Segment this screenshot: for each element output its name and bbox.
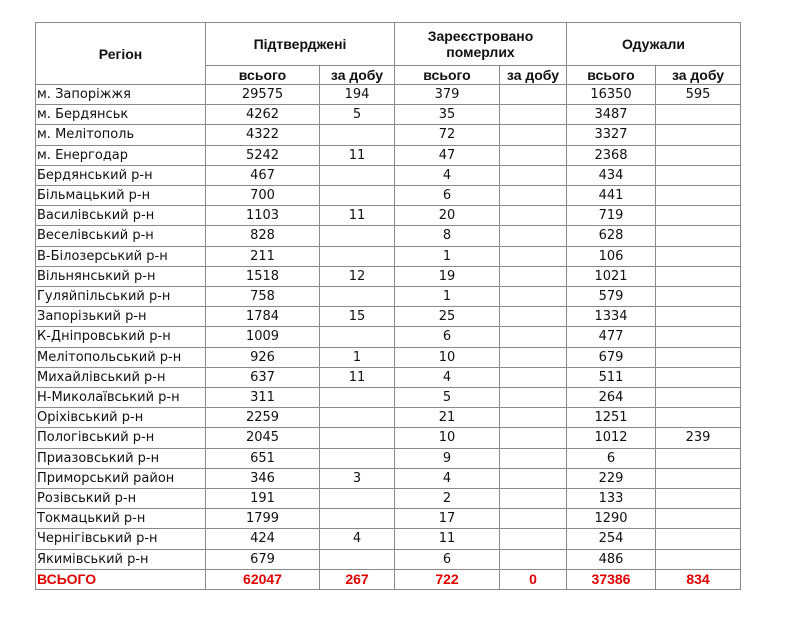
cell-deaths-total: 6 [395, 186, 500, 206]
cell-deaths-day [500, 145, 567, 165]
cell-recovered-day [656, 266, 741, 286]
cell-region: Гуляйпільський р-н [36, 287, 206, 307]
cell-recovered-day [656, 489, 741, 509]
cell-confirmed-day: 15 [320, 307, 395, 327]
cell-deaths-day [500, 125, 567, 145]
cell-deaths-day [500, 428, 567, 448]
cell-deaths-day [500, 206, 567, 226]
cell-deaths-day [500, 448, 567, 468]
cell-deaths-total: 5 [395, 388, 500, 408]
cell-confirmed-day [320, 448, 395, 468]
cell-region: Приазовський р-н [36, 448, 206, 468]
cell-deaths-total: 21 [395, 408, 500, 428]
cell-confirmed-day [320, 125, 395, 145]
cell-recovered-total: 1251 [567, 408, 656, 428]
cell-confirmed-total: 467 [206, 165, 320, 185]
cell-confirmed-day: 11 [320, 367, 395, 387]
cell-recovered-day [656, 408, 741, 428]
cell-deaths-total: 25 [395, 307, 500, 327]
cell-recovered-total: 133 [567, 489, 656, 509]
total-deaths-day: 0 [500, 569, 567, 589]
cell-confirmed-day [320, 428, 395, 448]
cell-region: Бердянський р-н [36, 165, 206, 185]
total-confirmed-total: 62047 [206, 569, 320, 589]
cell-deaths-total: 11 [395, 529, 500, 549]
cell-recovered-total: 3487 [567, 105, 656, 125]
cell-region: Якимівський р-н [36, 549, 206, 569]
total-deaths-total: 722 [395, 569, 500, 589]
cell-region: В-Білозерський р-н [36, 246, 206, 266]
cell-confirmed-total: 758 [206, 287, 320, 307]
cell-recovered-total: 679 [567, 347, 656, 367]
cell-recovered-total: 1290 [567, 509, 656, 529]
cell-deaths-day [500, 468, 567, 488]
total-recovered-day: 834 [656, 569, 741, 589]
cell-recovered-day [656, 307, 741, 327]
cell-recovered-day [656, 226, 741, 246]
cell-confirmed-day [320, 489, 395, 509]
cell-deaths-day [500, 266, 567, 286]
total-row [36, 569, 741, 589]
header-recovered-day: за добу [656, 66, 741, 85]
cell-confirmed-total: 211 [206, 246, 320, 266]
cell-recovered-total: 1334 [567, 307, 656, 327]
cell-confirmed-day [320, 226, 395, 246]
cell-confirmed-total: 4322 [206, 125, 320, 145]
cell-deaths-day [500, 549, 567, 569]
cell-deaths-total: 1 [395, 246, 500, 266]
cell-recovered-total: 106 [567, 246, 656, 266]
cell-deaths-total: 35 [395, 105, 500, 125]
cell-confirmed-total: 679 [206, 549, 320, 569]
cell-confirmed-total: 1784 [206, 307, 320, 327]
cell-region: Запорізький р-н [36, 307, 206, 327]
cell-deaths-total: 4 [395, 367, 500, 387]
cell-region: Токмацький р-н [36, 509, 206, 529]
table-row [36, 165, 741, 185]
cell-region: Михайлівський р-н [36, 367, 206, 387]
cell-confirmed-day: 194 [320, 85, 395, 105]
table-row [36, 226, 741, 246]
cell-confirmed-total: 29575 [206, 85, 320, 105]
table-row [36, 367, 741, 387]
cell-deaths-total: 72 [395, 125, 500, 145]
table-row [36, 388, 741, 408]
cell-deaths-day [500, 529, 567, 549]
cell-region: Н-Миколаївський р-н [36, 388, 206, 408]
cell-recovered-day [656, 246, 741, 266]
table-row [36, 307, 741, 327]
header-row-top [36, 23, 741, 66]
cell-region: м. Енергодар [36, 145, 206, 165]
cell-deaths-day [500, 246, 567, 266]
table-row [36, 468, 741, 488]
header-region: Регіон [36, 23, 206, 85]
total-confirmed-day: 267 [320, 569, 395, 589]
cell-deaths-day [500, 408, 567, 428]
table-row [36, 287, 741, 307]
cell-confirmed-total: 1103 [206, 206, 320, 226]
cell-confirmed-day [320, 186, 395, 206]
cell-confirmed-total: 2045 [206, 428, 320, 448]
table-row [36, 246, 741, 266]
cell-confirmed-total: 637 [206, 367, 320, 387]
cell-confirmed-day [320, 165, 395, 185]
cell-confirmed-total: 5242 [206, 145, 320, 165]
cell-confirmed-day: 1 [320, 347, 395, 367]
cell-region: Пологівський р-н [36, 428, 206, 448]
cell-recovered-day: 595 [656, 85, 741, 105]
cell-region: К-Дніпровський р-н [36, 327, 206, 347]
cell-recovered-total: 264 [567, 388, 656, 408]
table-row [36, 327, 741, 347]
cell-deaths-total: 20 [395, 206, 500, 226]
cell-deaths-total: 1 [395, 287, 500, 307]
cell-region: Більмацький р-н [36, 186, 206, 206]
table-row [36, 347, 741, 367]
cell-confirmed-day [320, 549, 395, 569]
cell-region: Вільнянський р-н [36, 266, 206, 286]
cell-region: Оріхівський р-н [36, 408, 206, 428]
cell-deaths-total: 8 [395, 226, 500, 246]
cell-recovered-total: 2368 [567, 145, 656, 165]
cell-deaths-day [500, 388, 567, 408]
cell-recovered-day [656, 145, 741, 165]
header-confirmed-day: за добу [320, 66, 395, 85]
cell-recovered-day [656, 125, 741, 145]
cell-recovered-total: 477 [567, 327, 656, 347]
cell-recovered-total: 1012 [567, 428, 656, 448]
cell-recovered-day [656, 448, 741, 468]
cell-deaths-total: 47 [395, 145, 500, 165]
table-row [36, 529, 741, 549]
covid-stats-table [35, 22, 741, 590]
cell-confirmed-total: 651 [206, 448, 320, 468]
cell-recovered-total: 511 [567, 367, 656, 387]
cell-deaths-total: 4 [395, 165, 500, 185]
cell-recovered-day [656, 367, 741, 387]
cell-confirmed-day: 12 [320, 266, 395, 286]
cell-region: Чернігівський р-н [36, 529, 206, 549]
table-row [36, 186, 741, 206]
header-deaths-total: всього [395, 66, 500, 85]
cell-deaths-total: 2 [395, 489, 500, 509]
cell-region: Мелітопольський р-н [36, 347, 206, 367]
cell-confirmed-total: 1518 [206, 266, 320, 286]
header-recovered-total: всього [567, 66, 656, 85]
cell-recovered-day [656, 468, 741, 488]
cell-confirmed-total: 4262 [206, 105, 320, 125]
cell-confirmed-day [320, 388, 395, 408]
cell-deaths-day [500, 287, 567, 307]
table-row [36, 105, 741, 125]
cell-deaths-day [500, 307, 567, 327]
cell-recovered-total: 6 [567, 448, 656, 468]
table-row [36, 489, 741, 509]
cell-deaths-total: 6 [395, 549, 500, 569]
cell-confirmed-day [320, 408, 395, 428]
cell-confirmed-day: 3 [320, 468, 395, 488]
cell-recovered-total: 434 [567, 165, 656, 185]
cell-recovered-total: 1021 [567, 266, 656, 286]
cell-recovered-total: 486 [567, 549, 656, 569]
table-row [36, 206, 741, 226]
cell-recovered-day [656, 165, 741, 185]
cell-recovered-total: 254 [567, 529, 656, 549]
cell-recovered-day [656, 206, 741, 226]
cell-region: Василівський р-н [36, 206, 206, 226]
cell-recovered-day [656, 287, 741, 307]
cell-recovered-day [656, 509, 741, 529]
cell-deaths-total: 379 [395, 85, 500, 105]
cell-confirmed-total: 1009 [206, 327, 320, 347]
cell-confirmed-day [320, 246, 395, 266]
cell-confirmed-total: 2259 [206, 408, 320, 428]
cell-deaths-day [500, 105, 567, 125]
cell-deaths-day [500, 226, 567, 246]
cell-deaths-total: 10 [395, 428, 500, 448]
cell-recovered-day [656, 186, 741, 206]
header-deaths: Зареєстровано померлих [395, 23, 567, 66]
cell-region: Приморський район [36, 468, 206, 488]
cell-deaths-total: 6 [395, 327, 500, 347]
table-row [36, 408, 741, 428]
cell-recovered-day [656, 529, 741, 549]
cell-recovered-day: 239 [656, 428, 741, 448]
cell-deaths-total: 17 [395, 509, 500, 529]
table-row [36, 85, 741, 105]
cell-recovered-total: 441 [567, 186, 656, 206]
cell-deaths-day [500, 165, 567, 185]
cell-recovered-total: 3327 [567, 125, 656, 145]
cell-confirmed-day: 11 [320, 206, 395, 226]
cell-deaths-day [500, 509, 567, 529]
cell-recovered-total: 229 [567, 468, 656, 488]
cell-confirmed-total: 424 [206, 529, 320, 549]
cell-region: м. Запоріжжя [36, 85, 206, 105]
table-row [36, 145, 741, 165]
cell-recovered-total: 579 [567, 287, 656, 307]
table-row [36, 549, 741, 569]
header-deaths-day: за добу [500, 66, 567, 85]
cell-deaths-day [500, 186, 567, 206]
cell-deaths-total: 4 [395, 468, 500, 488]
cell-deaths-day [500, 85, 567, 105]
total-region: ВСЬОГО [36, 569, 206, 589]
cell-confirmed-total: 828 [206, 226, 320, 246]
cell-deaths-total: 10 [395, 347, 500, 367]
cell-recovered-total: 16350 [567, 85, 656, 105]
cell-confirmed-total: 311 [206, 388, 320, 408]
header-confirmed-total: всього [206, 66, 320, 85]
cell-confirmed-total: 700 [206, 186, 320, 206]
cell-deaths-day [500, 489, 567, 509]
cell-confirmed-total: 1799 [206, 509, 320, 529]
cell-region: Веселівський р-н [36, 226, 206, 246]
cell-confirmed-total: 346 [206, 468, 320, 488]
cell-recovered-day [656, 388, 741, 408]
cell-recovered-total: 628 [567, 226, 656, 246]
cell-recovered-total: 719 [567, 206, 656, 226]
cell-recovered-day [656, 105, 741, 125]
cell-recovered-day [656, 347, 741, 367]
header-recovered: Одужали [567, 23, 741, 66]
cell-region: м. Мелітополь [36, 125, 206, 145]
cell-confirmed-day: 4 [320, 529, 395, 549]
cell-confirmed-day: 11 [320, 145, 395, 165]
cell-deaths-day [500, 367, 567, 387]
table-row [36, 266, 741, 286]
cell-confirmed-day [320, 509, 395, 529]
cell-deaths-total: 9 [395, 448, 500, 468]
cell-deaths-day [500, 347, 567, 367]
table-row [36, 448, 741, 468]
table-row [36, 125, 741, 145]
cell-region: м. Бердянськ [36, 105, 206, 125]
cell-region: Розівський р-н [36, 489, 206, 509]
cell-deaths-day [500, 327, 567, 347]
cell-recovered-day [656, 549, 741, 569]
cell-confirmed-day: 5 [320, 105, 395, 125]
cell-confirmed-day [320, 327, 395, 347]
table-row [36, 428, 741, 448]
total-recovered-total: 37386 [567, 569, 656, 589]
cell-confirmed-total: 926 [206, 347, 320, 367]
cell-recovered-day [656, 327, 741, 347]
cell-confirmed-total: 191 [206, 489, 320, 509]
table-row [36, 509, 741, 529]
cell-confirmed-day [320, 287, 395, 307]
cell-deaths-total: 19 [395, 266, 500, 286]
header-confirmed: Підтверджені [206, 23, 395, 66]
table-body [36, 85, 741, 570]
